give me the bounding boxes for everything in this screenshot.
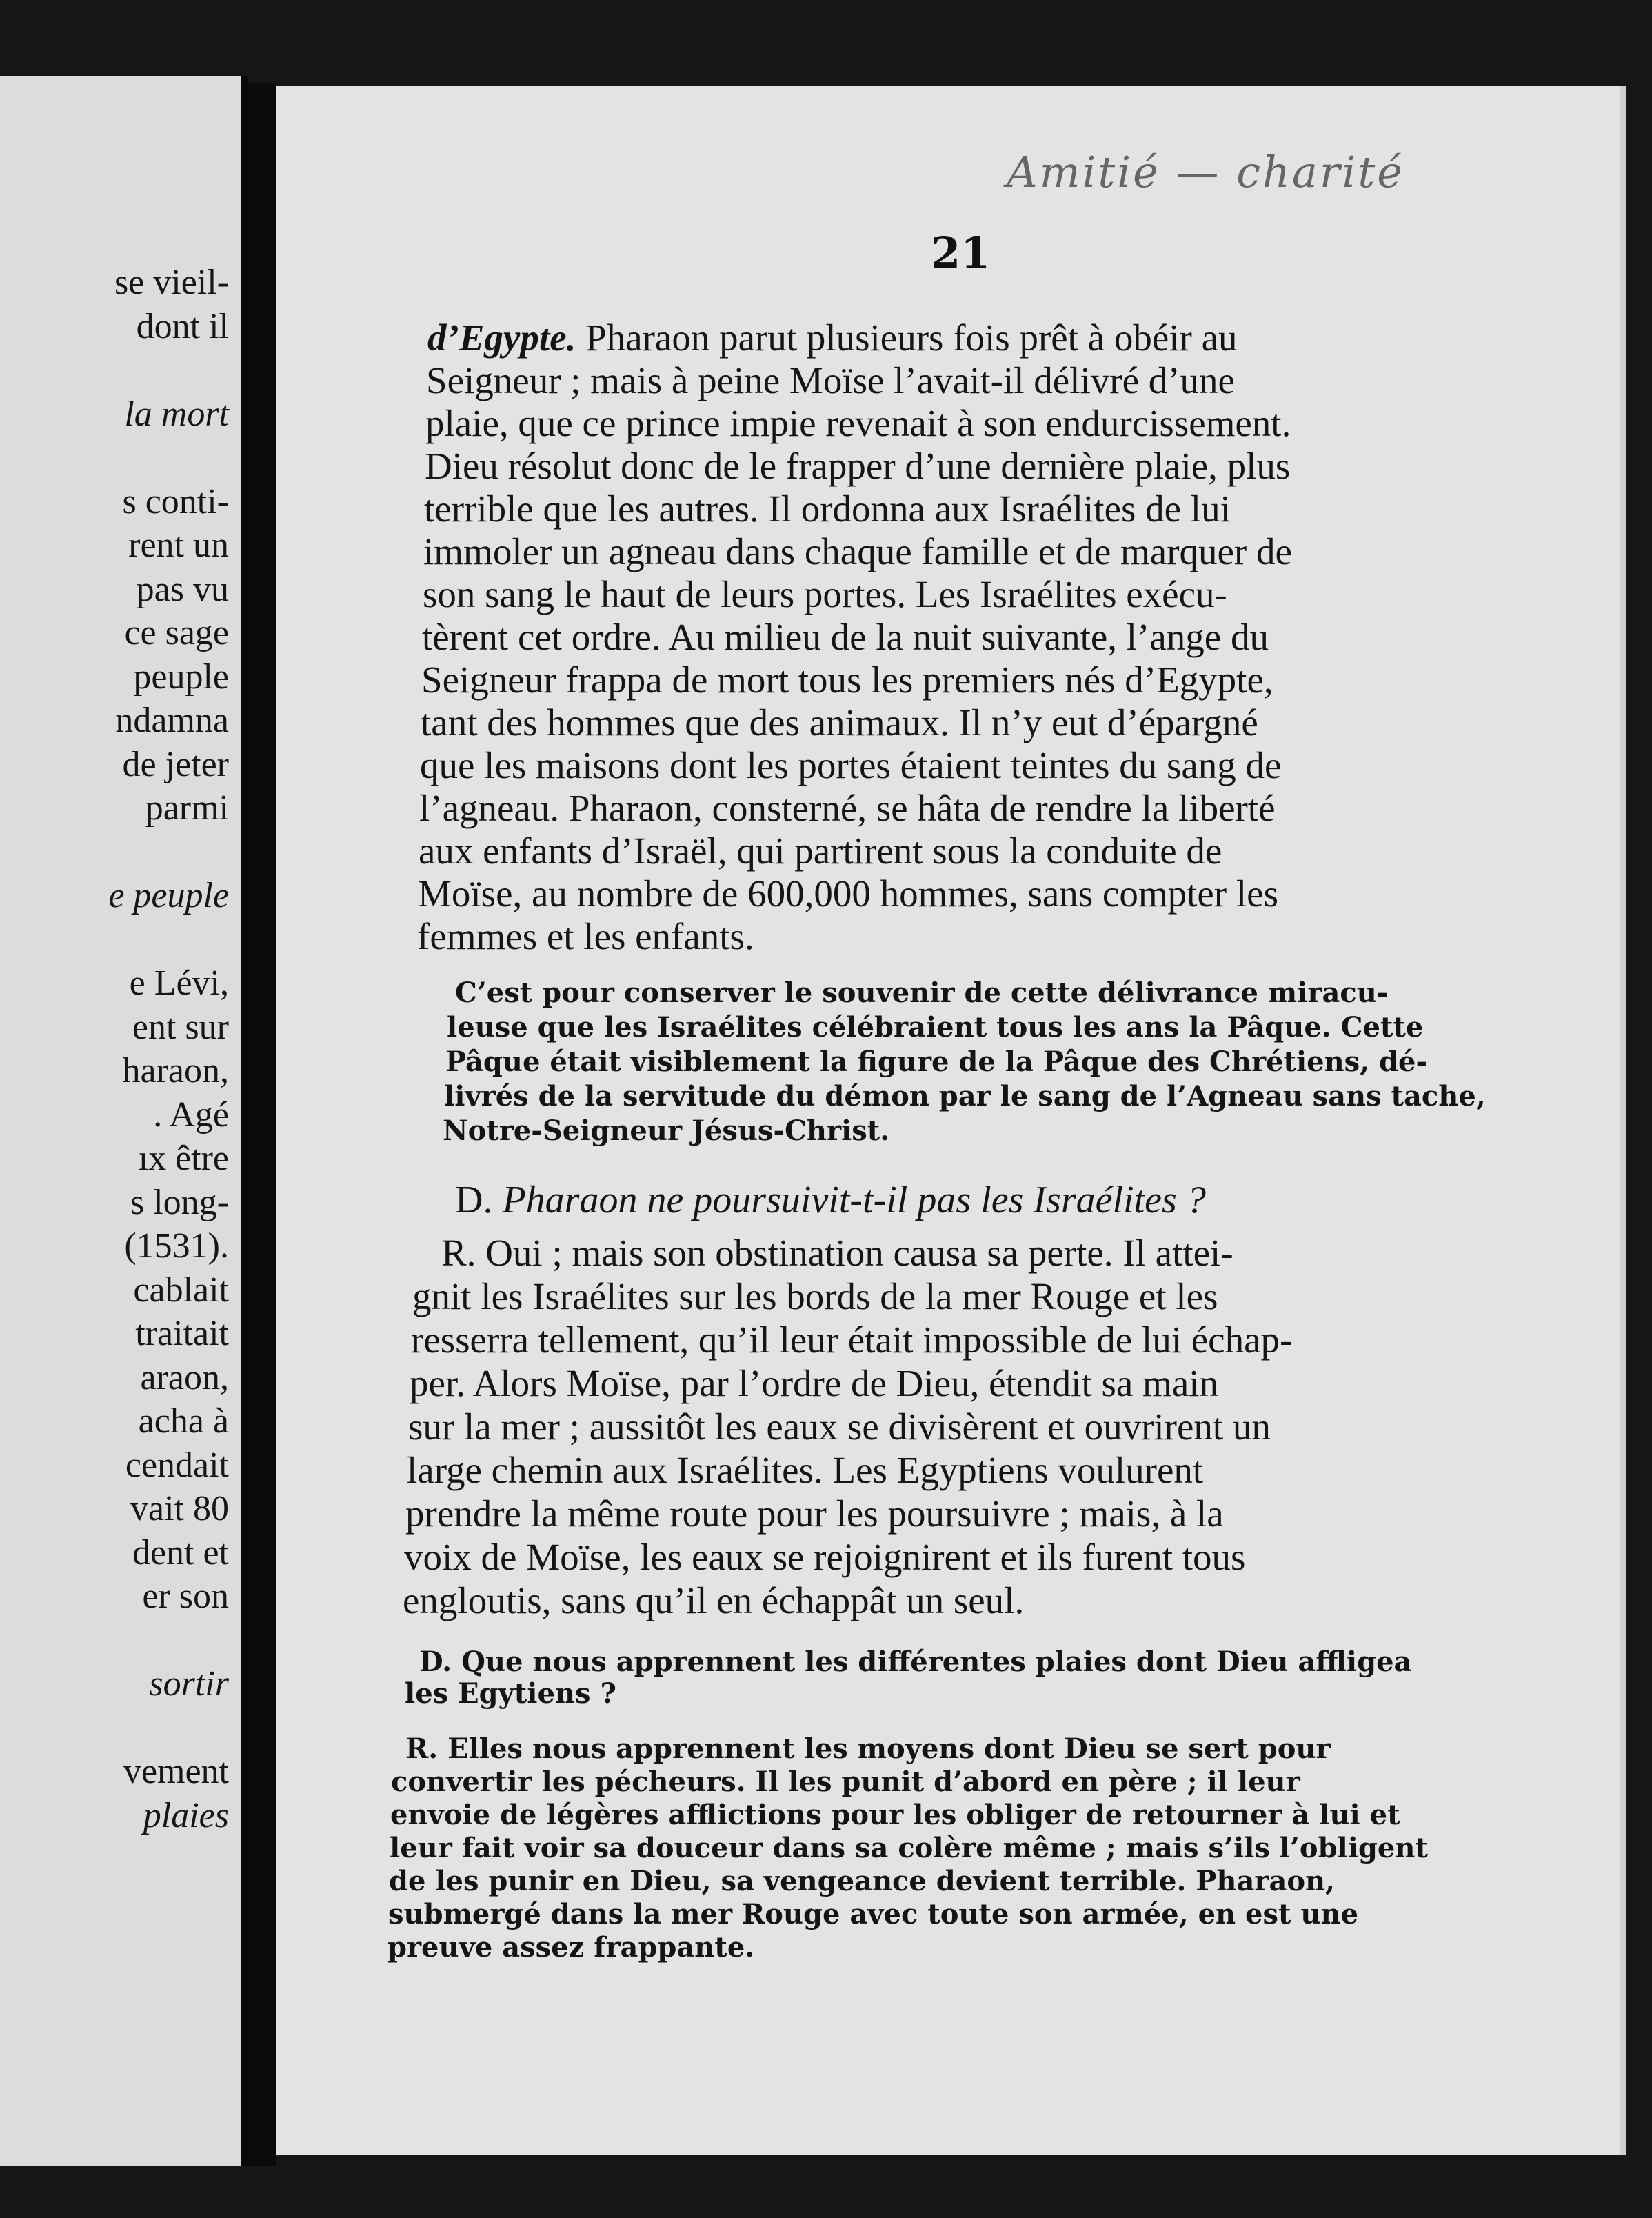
left-page-line: de jeter	[122, 744, 229, 784]
answer-line-5: large chemin aux Israélites. Les Egyptiens voulurent	[407, 1449, 1204, 1491]
narrative-line-1: Seigneur ; mais à peine Moïse l’avait-il délivré d’une	[426, 359, 1235, 401]
narrative-line-10: que les maisons dont les portes étaient teintes du sang de	[420, 744, 1282, 786]
left-page-line: ent sur	[132, 1007, 229, 1047]
answer-2-line-1: convertir les pécheurs. Il les punit d’abord en père ; il leur	[391, 1766, 1300, 1798]
answer-line-8: engloutis, sans qu’il en échappât un seul.	[403, 1579, 1025, 1621]
left-page-line: dont il	[136, 306, 229, 346]
left-page-line: haraon,	[122, 1051, 229, 1090]
answer-line-1: gnit les Israélites sur les bords de la mer Rouge et les	[412, 1275, 1218, 1317]
left-page-line: er son	[142, 1577, 229, 1616]
left-page-line: parmi	[145, 788, 229, 828]
left-page-line: ndamna	[115, 701, 229, 740]
right-page	[276, 86, 1626, 2155]
answer-2-line-6: preuve assez frappante.	[387, 1931, 755, 1964]
left-page-line: rent un	[128, 526, 229, 565]
left-page-line: (1531).	[124, 1226, 229, 1266]
left-page-line: ıx être	[138, 1139, 229, 1178]
left-page-line: araon,	[140, 1357, 229, 1397]
note-line-3: livrés de la servitude du démon par le sang de l’Agneau sans tache,	[444, 1080, 1486, 1112]
note-line-0: C’est pour conserver le souvenir de cette délivrance miracu-	[455, 977, 1389, 1009]
narrative-line-8: Seigneur frappa de mort tous les premiers nés d’Egypte,	[421, 659, 1273, 701]
narrative-line-11: l’agneau. Pharaon, consterné, se hâta de rendre la liberté	[419, 787, 1276, 829]
left-page-line: se vieil-	[114, 263, 229, 302]
narrative-line-12: aux enfants d’Israël, qui partirent sous la conduite de	[419, 830, 1222, 872]
left-page-line: pas vu	[136, 569, 229, 609]
left-page-line: cendait	[125, 1445, 229, 1485]
left-facing-page	[0, 76, 248, 2166]
left-page-line: la mort	[124, 394, 229, 434]
left-page-line: ce sage	[124, 613, 229, 652]
question-2-line-0: D. Que nous apprennent les différentes plaies dont Dieu affligea	[419, 1646, 1412, 1678]
left-page-line: sortir	[149, 1664, 229, 1704]
handwritten-annotation: Amitié — charité	[1007, 147, 1404, 197]
book-gutter	[248, 83, 276, 2166]
answer-2-line-3: leur fait voir sa douceur dans sa colère même ; mais s’ils l’obligent	[390, 1832, 1428, 1864]
left-page-line: peuple	[133, 657, 229, 697]
narrative-line-4: terrible que les autres. Il ordonna aux Israélites de lui	[424, 488, 1231, 530]
answer-2-line-2: envoie de légères afflictions pour les obliger de retourner à lui et	[390, 1799, 1400, 1831]
left-page-line: vement	[123, 1752, 229, 1791]
left-page-line: e Lévi,	[129, 963, 229, 1003]
note-line-1: leuse que les Israélites célébraient tous les ans la Pâque. Cette	[447, 1011, 1424, 1043]
answer-2-line-4: de les punir en Dieu, sa vengeance devient terrible. Pharaon,	[389, 1865, 1336, 1897]
narrative-line-0: d’Egypte. Pharaon parut plusieurs fois prêt à obéir au	[427, 317, 1238, 359]
answer-2-line-0: R. Elles nous apprennent les moyens dont Dieu se sert pour	[405, 1732, 1331, 1765]
note-line-4: Notre-Seigneur Jésus-Christ.	[443, 1115, 890, 1147]
answer-line-7: voix de Moïse, les eaux se rejoignirent et ils furent tous	[404, 1536, 1246, 1578]
left-page-line: . Agé	[153, 1095, 229, 1135]
left-page-line: e peuple	[108, 876, 229, 915]
question-2-line-1: les Egytiens ?	[405, 1677, 616, 1710]
narrative-line-9: tant des hommes que des animaux. Il n’y eut d’épargné	[421, 701, 1258, 743]
answer-line-4: sur la mer ; aussitôt les eaux se divisèrent et ouvrirent un	[408, 1406, 1271, 1448]
left-page-line: cablait	[133, 1270, 229, 1310]
narrative-line-13: Moïse, au nombre de 600,000 hommes, sans compter les	[418, 872, 1278, 915]
left-page-line: s conti-	[122, 481, 229, 521]
left-page-line: vait 80	[130, 1489, 229, 1528]
answer-2-line-5: submergé dans la mer Rouge avec toute son armée, en est une	[388, 1898, 1359, 1930]
left-page-line: acha à	[138, 1401, 229, 1441]
narrative-line-6: son sang le haut de leurs portes. Les Israélites exécu-	[423, 573, 1227, 615]
answer-line-6: prendre la même route pour les poursuivre ; mais, à la	[405, 1492, 1224, 1535]
narrative-line-3: Dieu résolut donc de le frapper d’une dernière plaie, plus	[425, 445, 1291, 487]
note-line-2: Pâque était visiblement la figure de la Pâque des Chrétiens, dé-	[445, 1046, 1428, 1078]
left-page-line: s long-	[130, 1182, 229, 1222]
left-page-line: plaies	[143, 1795, 229, 1835]
left-page-line: dent et	[132, 1532, 229, 1572]
answer-line-0: R. Oui ; mais son obstination causa sa perte. Il attei-	[441, 1232, 1233, 1274]
narrative-lead: d’Egypte.	[427, 317, 576, 359]
narrative-line-2: plaie, que ce prince impie revenait à son endurcissement.	[425, 402, 1291, 444]
narrative-line-14: femmes et les enfants.	[417, 915, 754, 957]
narrative-line-5: immoler un agneau dans chaque famille et de marquer de	[423, 530, 1292, 572]
narrative-line-7: tèrent cet ordre. Au milieu de la nuit suivante, l’ange du	[422, 616, 1269, 658]
question-heading: D. Pharaon ne poursuivit-t-il pas les Israélites ?	[455, 1179, 1206, 1221]
page-number: 21	[931, 228, 991, 278]
left-page-line: traitait	[135, 1314, 229, 1353]
answer-line-2: resserra tellement, qu’il leur était impossible de lui échap-	[411, 1319, 1293, 1361]
answer-line-3: per. Alors Moïse, par l’ordre de Dieu, étendit sa main	[410, 1362, 1219, 1404]
